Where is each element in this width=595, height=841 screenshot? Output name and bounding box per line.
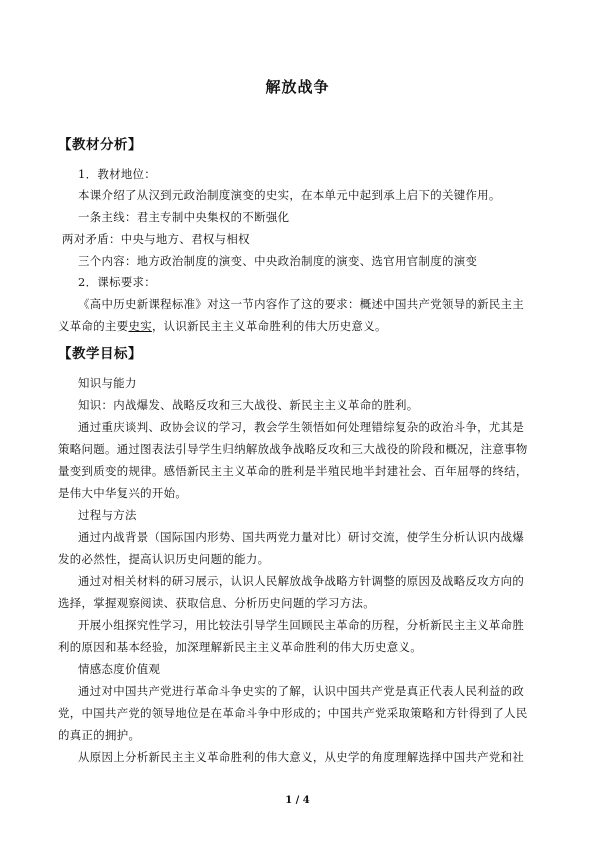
section-heading-teaching-goals: 【教学目标】 [58,346,142,362]
paragraph-ability-line2: 策略问题。通过图表法引导学生归纳解放战争战略反攻和三大战役的阶段和概况，注意事物 [58,442,528,456]
paragraph-process3-line1: 开展小组探究性学习，用比较法引导学生回顾民主革命的历程，分析新民主主义革命胜 [78,618,525,632]
paragraph-process2-line1: 通过对相关材料的研习展示，认识人民解放战争战略方针调整的原因及战略反攻方向的 [78,574,525,588]
page-title: 解放战争 [265,78,330,96]
standard-text-b: ，认识新民主主义革命胜利的伟大历史意义。 [151,319,387,333]
paragraph-ability-line4: 是伟大中华复兴的开始。 [58,486,188,500]
section-heading-textbook-analysis: 【教材分析】 [58,137,142,153]
paragraph-process1-line2: 发的必然性，提高认识历史问题的能力。 [58,552,270,566]
paragraph-process3-line2: 利的原因和基本经验，加深理解新民主主义革命胜利的伟大历史意义。 [58,640,422,654]
subheading-knowledge-ability: 知识与能力 [78,376,137,390]
paragraph-course-intro: 本课介绍了从汉到元政治制度演变的史实，在本单元中起到承上启下的关键作用。 [78,188,501,202]
page-number: 1 / 4 [285,795,310,806]
paragraph-ability-line1: 通过重庆谈判、政协会议的学习，教会学生领悟如何处理错综复杂的政治斗争，尤其是 [78,420,525,434]
paragraph-emotion1-line1: 通过对中国共产党进行革命斗争史实的了解，认识中国共产党是真正代表人民利益的政 [78,684,525,698]
paragraph-standard-line1: 《高中历史新课程标准》对这一节内容作了这的要求：概述中国共产党领导的新民主主 [78,297,525,311]
paragraph-contents: 三个内容：地方政治制度的演变、中央政治制度的演变、选官用官制度的演变 [78,254,478,268]
paragraph-process1-line1: 通过内战背景（国际国内形势、国共两党力量对比）研讨交流，使学生分析认识内战爆 [78,530,525,544]
paragraph-emotion1-line3: 的真正的拥护。 [58,728,141,742]
paragraph-knowledge: 知识：内战爆发、战略反攻和三大战役、新民主主义革命的胜利。 [78,398,419,412]
subheading-emotion-values: 情感态度价值观 [78,662,161,676]
paragraph-main-line: 一条主线：君主专制中央集权的不断强化 [78,210,290,224]
standard-text-a: 义革命的主要 [58,319,129,333]
paragraph-ability-line3: 量变到质变的规律。感悟新民主主义革命的胜利是半殖民地半封建社会、百年屈辱的终结， [58,464,528,478]
item-curriculum-standard: 2．课标要求： [78,275,157,289]
paragraph-standard-line2 [58,319,387,333]
paragraph-emotion2-line1: 从原因上分析新民主主义革命胜利的伟大意义，从史学的角度理解选择中国共产党和社 [78,750,525,764]
paragraph-emotion1-line2: 党，中国共产党的领导地位是在革命斗争中形成的；中国共产党采取策略和方针得到了人民 [58,706,528,720]
item-textbook-position: 1．教材地位： [78,167,157,181]
underlined-term: 史实 [128,319,152,333]
paragraph-contradictions: 两对矛盾：中央与地方、君权与相权 [62,232,250,246]
subheading-process-method: 过程与方法 [78,508,137,522]
paragraph-process2-line2: 选择，掌握观察阅读、获取信息、分析历史问题的学习方法。 [58,596,375,610]
